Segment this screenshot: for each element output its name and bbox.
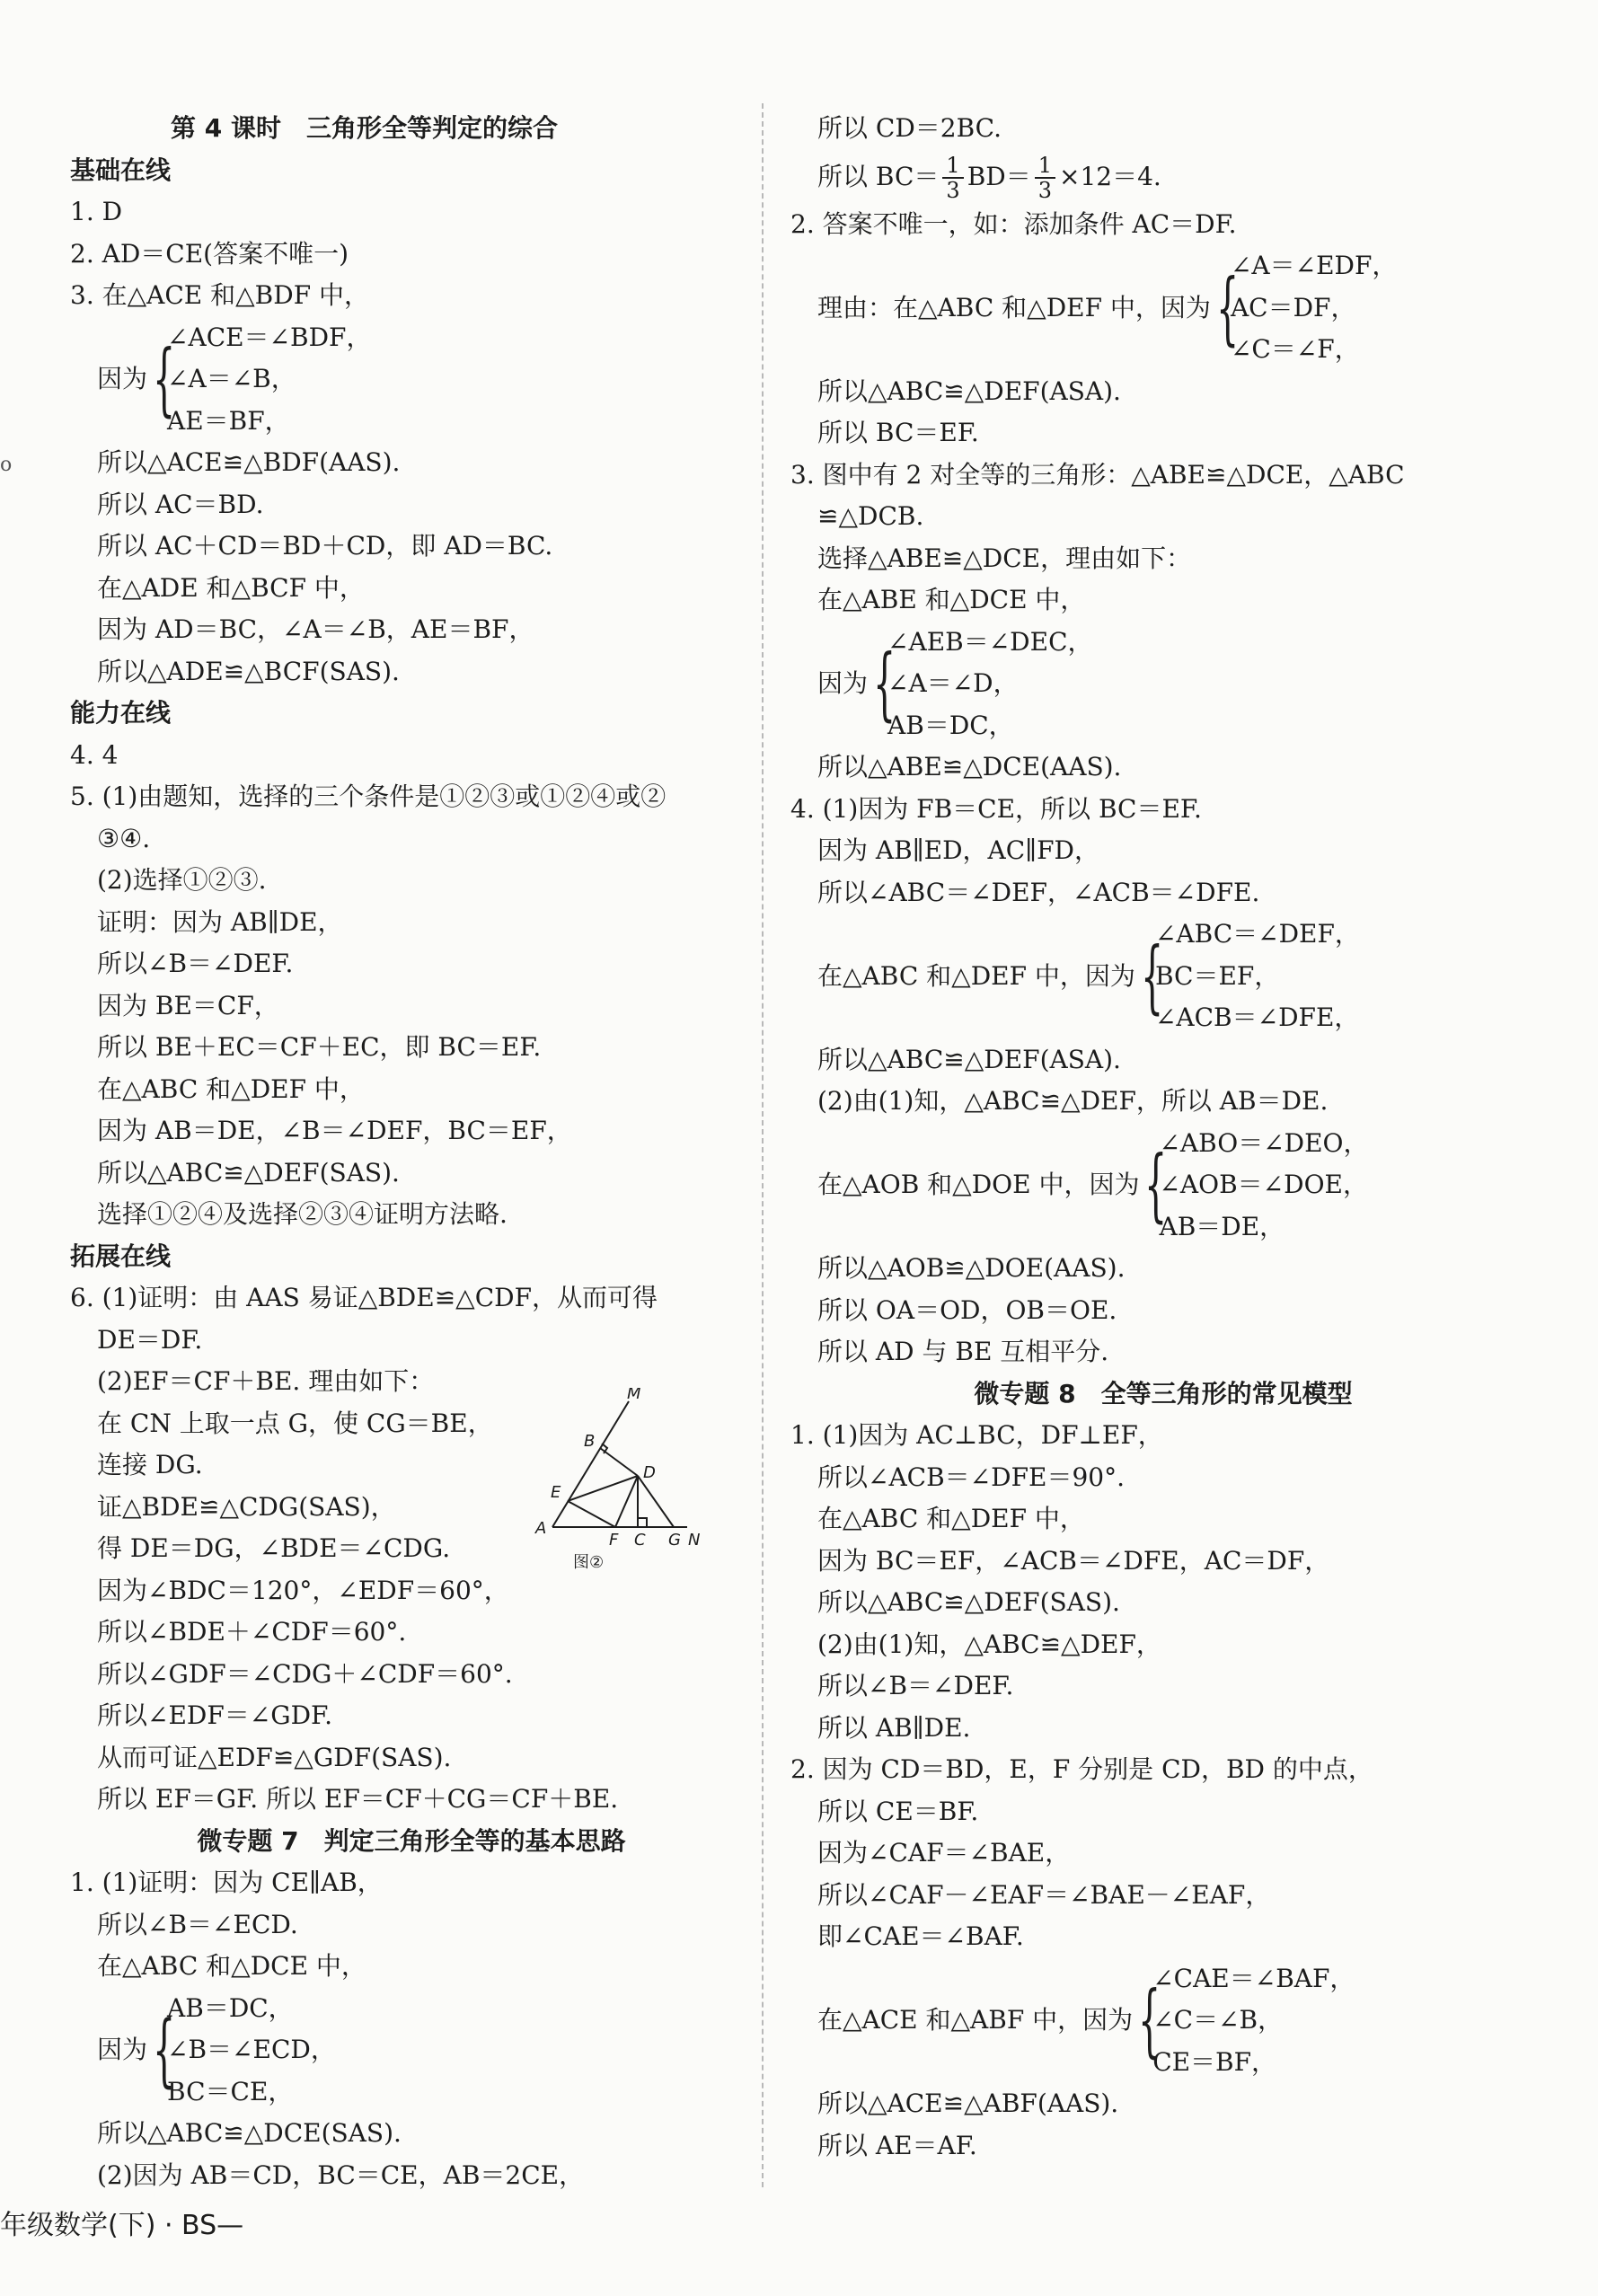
geometry-figure — [467, 1388, 737, 1576]
answer-line: 证△BDE≌△CDG(SAS)， — [97, 1491, 396, 1522]
system-line: AC＝DF， — [1230, 292, 1356, 322]
answer-line: (2)因为 AB＝CD，BC＝CE，AB＝2CE， — [97, 2159, 585, 2190]
label-B: B — [584, 1432, 596, 1451]
answer-line: 得 DE＝DG，∠BDE＝∠CDG. — [97, 1533, 451, 1563]
left-column — [70, 108, 753, 2196]
answer-line: 所以 CE＝BF. — [817, 1796, 979, 1826]
answer-line: 所以 AB∥DE. — [817, 1712, 971, 1743]
equation-system — [790, 914, 1500, 1039]
line-DG — [638, 1476, 674, 1527]
answer-line: 选择①②④及选择②③④证明方法略. — [97, 1199, 508, 1229]
answer-line: 所以△ABC≌△DEF(SAS). — [97, 1157, 400, 1188]
answer-line: (2)由(1)知，△ABC≌△DEF，所以 AB＝DE. — [817, 1086, 1329, 1116]
answer-line: 3. 图中有 2 对全等的三角形：△ABE≌△DCE，△ABC — [790, 459, 1405, 490]
system-line: ∠A＝∠B， — [167, 364, 296, 393]
equation-system — [70, 1988, 753, 2114]
answer-line: 即∠CAE＝∠BAF. — [817, 1921, 1024, 1951]
answer-line: 所以 BC＝EF. — [817, 418, 979, 447]
system-prefix: 在△AOB 和△DOE 中，因为 — [817, 1170, 1140, 1199]
figure-diagram — [467, 1388, 737, 1576]
answer-line: 4. 4 — [70, 739, 119, 770]
line-AM — [552, 1401, 629, 1527]
right-column — [790, 108, 1500, 2167]
system-line: ∠ACB＝∠DFE， — [1154, 1002, 1360, 1032]
column-divider — [762, 103, 764, 2187]
system-line: ∠CAE＝∠BAF， — [1152, 1963, 1355, 1993]
answer-line: 4. (1)因为 FB＝CE，所以 BC＝EF. — [790, 793, 1202, 824]
answer-line: 因为 AD＝BC，∠A＝∠B，AE＝BF， — [97, 614, 534, 644]
line-EF — [568, 1501, 615, 1527]
brace: { — [1215, 261, 1240, 354]
answer-line: 所以 BE＋EC＝CF＋EC，即 BC＝EF. — [97, 1032, 542, 1062]
answer-line: 所以∠BDE＋∠CDF＝60°. — [97, 1617, 407, 1647]
answer-line: 所以△ADE≌△BCF(SAS). — [97, 656, 400, 686]
answer-line: 所以△ABC≌△DEF(ASA). — [817, 1044, 1121, 1074]
answer-line: 2. 答案不唯一，如：添加条件 AC＝DF. — [790, 208, 1237, 239]
heading-ability: 能力在线 — [70, 698, 172, 728]
answer-line: 所以∠ABC＝∠DEF，∠ACB＝∠DFE. — [817, 877, 1260, 907]
answer-line: 所以 AD 与 BE 互相平分. — [817, 1337, 1109, 1366]
answer-line: 因为 BC＝EF，∠ACB＝∠DFE，AC＝DF， — [817, 1545, 1330, 1576]
answer-line: 从而可证△EDF≌△GDF(SAS). — [97, 1742, 452, 1772]
fraction: $\frac{1}{3}$ — [1035, 154, 1055, 202]
system-line: BC＝EF， — [1154, 960, 1280, 991]
label-E: E — [551, 1483, 561, 1502]
page-edge-mark: o — [0, 454, 13, 476]
system-line: BC＝CE， — [167, 2076, 294, 2106]
line-BD — [600, 1448, 638, 1476]
answer-line: 因为∠CAF＝∠BAE， — [817, 1838, 1071, 1868]
answer-line: 所以△ABE≌△DCE(AAS). — [817, 752, 1122, 782]
answer-line: 所以△ABC≌△DEF(ASA). — [817, 375, 1121, 406]
label-A: A — [535, 1519, 547, 1538]
answer-line: 连接 DG. — [97, 1450, 203, 1479]
answer-line: 所以∠B＝∠ECD. — [97, 1909, 298, 1939]
label-N: N — [688, 1531, 701, 1550]
system-prefix: 因为 — [97, 2035, 148, 2064]
equation-system — [790, 1123, 1500, 1249]
system-line: AB＝DE， — [1159, 1211, 1285, 1241]
answer-line: 在△ADE 和△BCF 中， — [97, 572, 365, 603]
answer-line: 所以△ABC≌△DEF(SAS). — [817, 1587, 1120, 1617]
lesson-title: 第 4 课时 三角形全等判定的综合 — [171, 113, 558, 143]
system-line: ∠B＝∠ECD， — [167, 2035, 336, 2064]
equation-system — [790, 1958, 1500, 2084]
answer-line: 所以∠ACB＝∠DFE＝90°. — [817, 1461, 1125, 1492]
label-F: F — [609, 1531, 619, 1550]
system-prefix: 在△ACE 和△ABF 中，因为 — [817, 2005, 1134, 2035]
answer-line: ③④. — [97, 823, 151, 853]
system-prefix: 理由：在△ABC 和△DEF 中，因为 — [817, 292, 1211, 322]
label-C: C — [634, 1531, 646, 1550]
system-line: ∠C＝∠B， — [1152, 2005, 1284, 2035]
section-title-7: 微专题 7 判定三角形全等的基本思路 — [197, 1825, 626, 1856]
answer-line: 所以 AC＝BD. — [97, 489, 264, 519]
brace: { — [1140, 929, 1164, 1022]
answer-line: 所以 AC＋CD＝BD＋CD，即 AD＝BC. — [97, 531, 553, 561]
answer-line: 1. (1)因为 AC⊥BC，DF⊥EF， — [790, 1420, 1163, 1450]
answer-line: 1. (1)证明：因为 CE∥AB， — [70, 1868, 383, 1897]
answer-line: 所以∠EDF＝∠GDF. — [97, 1700, 333, 1730]
system-line: ∠A＝∠EDF， — [1230, 251, 1398, 280]
figure-caption: 图② — [573, 1553, 605, 1572]
label-G: G — [668, 1531, 681, 1550]
system-line: ∠ABO＝∠DEO， — [1159, 1127, 1369, 1158]
line-ED — [568, 1476, 638, 1501]
answer-line: (2)EF＝CF＋BE. 理由如下： — [97, 1366, 435, 1396]
answer-line: 因为 AB∥ED，AC∥FD， — [817, 835, 1099, 865]
answer-line: 1. D — [70, 197, 123, 226]
system-line: ∠ABC＝∠DEF， — [1154, 919, 1360, 949]
answer-line: 5. (1)由题知，选择的三个条件是①②③或①②④或② — [70, 782, 667, 811]
answer-line: DE＝DF. — [97, 1324, 203, 1355]
answer-line: 在△ABC 和△DCE 中， — [97, 1951, 366, 1981]
brace: { — [873, 637, 896, 730]
answer-line: (2)由(1)知，△ABC≌△DEF， — [817, 1629, 1161, 1659]
answer-line: 所以△ACE≌△ABF(AAS). — [817, 2088, 1119, 2118]
answer-line: 所以∠GDF＝∠CDG＋∠CDF＝60°. — [97, 1658, 513, 1689]
answer-line: 因为 AB＝DE，∠B＝∠DEF，BC＝EF， — [97, 1116, 572, 1145]
heading-basic: 基础在线 — [70, 155, 172, 185]
answer-line: 所以 OA＝OD，OB＝OE. — [817, 1294, 1117, 1325]
answer-line: 所以∠CAF－∠EAF＝∠BAE－∠EAF， — [817, 1879, 1271, 1910]
answer-line: (2)选择①②③. — [97, 865, 267, 895]
answer-line: 6. (1)证明：由 AAS 易证△BDE≌△CDF，从而可得 — [70, 1283, 658, 1312]
equation-system — [790, 622, 1500, 747]
brace: { — [1144, 1138, 1168, 1232]
answer-line: 所以△ACE≌△BDF(AAS). — [97, 447, 401, 477]
system-prefix: 在△ABC 和△DEF 中，因为 — [817, 960, 1135, 991]
fraction-line: 所以 BC＝ $\frac{1}{3}$ BD＝ $\frac{1}{3}$ ×12＝4. — [817, 153, 1161, 203]
answer-line: 在△ABC 和△DEF 中， — [97, 1073, 365, 1104]
answer-line: 所以∠B＝∠DEF. — [97, 949, 294, 978]
answer-line: 在△ABC 和△DEF 中， — [817, 1504, 1085, 1533]
label-M: M — [627, 1388, 641, 1403]
answer-line: 因为∠BDC＝120°，∠EDF＝60°， — [97, 1575, 509, 1605]
answer-line: 2. 因为 CD＝BD，E，F 分别是 CD，BD 的中点， — [790, 1754, 1373, 1784]
label-D: D — [643, 1463, 656, 1482]
right-angle-C — [638, 1518, 647, 1527]
answer-line: 所以△ABC≌△DCE(SAS). — [97, 2118, 402, 2148]
equation-system — [790, 245, 1500, 371]
answer-line: 所以∠B＝∠DEF. — [817, 1671, 1014, 1700]
page-footer: 年级数学(下) · BS— — [0, 2210, 244, 2241]
system-line: ∠AOB＝∠DOE， — [1159, 1170, 1368, 1199]
answer-line: 在△ABE 和△DCE 中， — [817, 585, 1086, 614]
brace: { — [153, 2003, 176, 2097]
answer-line: 所以△AOB≌△DOE(AAS). — [817, 1253, 1126, 1283]
system-line: ∠AEB＝∠DEC， — [887, 626, 1093, 657]
heading-extension: 拓展在线 — [70, 1241, 172, 1271]
answer-line: 因为 BE＝CF， — [97, 990, 279, 1020]
system-line: ∠C＝∠F， — [1230, 334, 1360, 364]
answer-line: 2. AD＝CE(答案不唯一) — [70, 238, 349, 269]
answer-line: 选择△ABE≌△DCE，理由如下： — [817, 543, 1192, 573]
system-line: CE＝BF， — [1152, 2046, 1277, 2077]
fraction: $\frac{1}{3}$ — [942, 154, 963, 202]
system-line: ∠ACE＝∠BDF， — [167, 322, 372, 352]
section-title-8: 微专题 8 全等三角形的常见模型 — [974, 1378, 1353, 1409]
answer-line: ≌△DCB. — [817, 501, 924, 531]
answer-line: 3. 在△ACE 和△BDF 中， — [70, 280, 370, 310]
system-line: AB＝DC， — [887, 710, 1014, 740]
system-prefix: 因为 — [817, 668, 869, 698]
brace: { — [153, 332, 176, 426]
answer-line: 所以 EF＝GF. 所以 EF＝CF＋CG＝CF＋BE. — [97, 1784, 619, 1814]
answer-line: 证明：因为 AB∥DE， — [97, 906, 343, 937]
equation-system — [70, 317, 753, 443]
answer-line: 在 CN 上取一点 G，使 CG＝BE， — [97, 1408, 493, 1438]
answer-line: 所以 CD＝2BC. — [817, 113, 1002, 143]
brace: { — [1138, 1974, 1161, 2067]
answer-line: 所以 AE＝AF. — [817, 2130, 977, 2160]
system-line: AE＝BF， — [167, 405, 290, 436]
system-line: AB＝DC， — [167, 1992, 294, 2023]
system-line: ∠A＝∠D， — [887, 668, 1019, 698]
system-prefix: 因为 — [97, 364, 148, 393]
